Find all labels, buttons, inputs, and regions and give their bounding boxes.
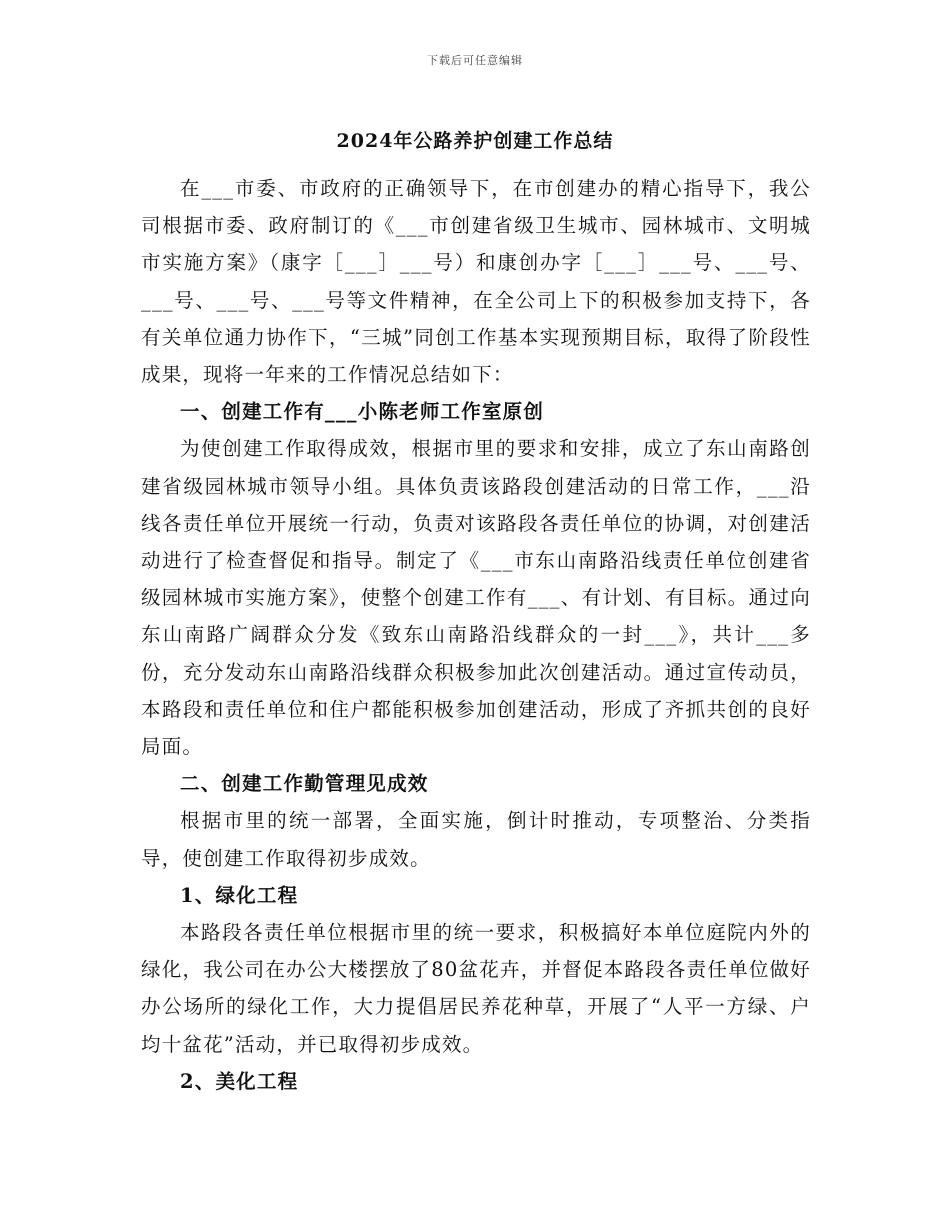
document-title: 2024年公路养护创建工作总结 [336, 130, 614, 152]
paragraph-intro: 在___市委、市政府的正确领导下，在市创建办的精心指导下，我公司根据市委、政府制订的《___市创建省级卫生城市、园林城市、文明城市实施方案》（康字［___］___号）和康创办字［___］___号、___号、___号、___号、___号等文件精神，在全公司上下的积极参加支持下，各有关单位通力协作下，“三城”同创工作基本实现预期目标，取得了阶段性成果，现将一年来的工作情况总结如下： [141, 177, 811, 387]
subsection-heading-greening: 1、绿化工程 [180, 883, 299, 907]
paragraph-section-2: 根据市里的统一部署，全面实施，倒计时推动，专项整治、分类指导，使创建工作取得初步成效。 [141, 809, 811, 870]
section-heading-2: 二、创建工作勤管理见成效 [180, 772, 429, 796]
paragraph-greening: 本路段各责任单位根据市里的统一要求，积极搞好本单位庭院内外的绿化，我公司在办公大楼摆放了80盆花卉，并督促本路段各责任单位做好办公场所的绿化工作，大力提倡居民养花种草，开展了“人平一方绿、户均十盆花”活动，并已取得初步成效。 [141, 921, 811, 1056]
section-heading-1: 一、创建工作有___小陈老师工作室原创 [180, 400, 545, 424]
paragraph-section-1: 为使创建工作取得成效，根据市里的要求和安排，成立了东山南路创建省级园林城市领导小组。具体负责该路段创建活动的日常工作，___沿线各责任单位开展统一行动，负责对该路段各责任单位的协调，对创建活动进行了检查督促和指导。制定了《___市东山南路沿线责任单位创建省级园林城市实施方案》，使整个创建工作有___、有计划、有目标。通过向东山南路广阔群众分发《致东山南路沿线群众的一封___》，共计___多份，充分发动东山南路沿线群众积极参加此次创建活动。通过宣传动员，本路段和责任单位和住户都能积极参加创建活动，形成了齐抓共创的良好局面。 [141, 437, 811, 759]
header-note: 下载后可任意编辑 [427, 54, 523, 67]
subsection-heading-beautify: 2、美化工程 [180, 1069, 299, 1093]
document-body [141, 170, 811, 1100]
